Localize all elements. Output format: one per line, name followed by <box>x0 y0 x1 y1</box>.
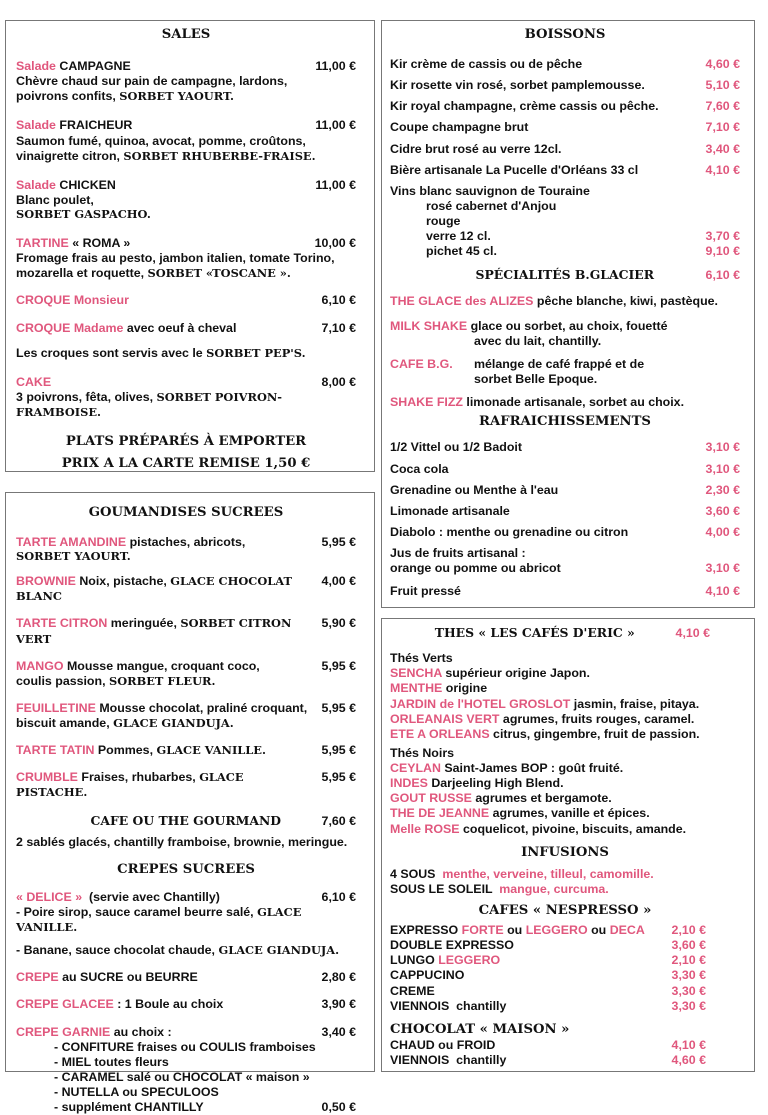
item-sorbet: SORBET FLEUR. <box>108 673 216 688</box>
drink-label: Cidre brut rosé au verre 12cl. <box>390 141 562 156</box>
drink-row <box>390 483 740 498</box>
croque-note <box>16 346 356 361</box>
item-name: FRAICHEUR <box>59 118 133 133</box>
tea-name: THE DE JEANNE <box>390 806 490 821</box>
tea-item <box>390 666 740 681</box>
cafe-row <box>390 923 706 938</box>
item-desc: Noix, pistache, <box>79 574 167 589</box>
cafe-price: 3,60 € <box>671 938 706 953</box>
tea-item <box>390 776 740 791</box>
tea-desc: agrumes, vanille et épices. <box>492 806 650 821</box>
vins-block <box>390 184 740 260</box>
drink-row <box>390 99 740 114</box>
drink-price: 3,10 € <box>705 461 740 476</box>
cafe-label: CAPPUCINO <box>390 968 465 983</box>
item-price: 5,95 € <box>321 658 356 673</box>
drink-row <box>390 504 740 519</box>
drink-price: 7,10 € <box>705 120 740 135</box>
cafes-list <box>390 923 740 1014</box>
special-name: THE GLACE des ALIZES <box>390 293 534 308</box>
vins-label: rouge <box>426 214 461 229</box>
tea-desc: Darjeeling High Blend. <box>431 776 564 791</box>
drink-row <box>390 440 740 455</box>
thes-section <box>381 618 755 1072</box>
cafe-variant: LEGGERO <box>438 953 501 968</box>
item-name: FEUILLETINE <box>16 700 96 715</box>
item-desc: Fraises, rhubarbes, <box>81 770 196 785</box>
drink-label: Grenadine ou Menthe à l'eau <box>390 482 559 497</box>
tea-name: Melle ROSE <box>390 821 460 836</box>
drink-row <box>390 78 740 93</box>
item-desc: vinaigrette citron, <box>16 148 120 163</box>
item-price: 8,00 € <box>321 374 356 389</box>
item-price: 4,00 € <box>321 574 356 589</box>
cafe-row <box>390 1053 706 1068</box>
item-name: TARTE CITRON <box>16 616 108 631</box>
cafe-label: CREME <box>390 983 435 998</box>
drink-label: Coca cola <box>390 461 449 476</box>
item-price: 5,95 € <box>321 770 356 785</box>
cafe-label: DOUBLE EXPRESSO <box>390 938 514 953</box>
section-title: BOISSONS <box>524 27 606 42</box>
drink-price: 9,10 € <box>705 244 740 259</box>
takeaway-discount: PRIX A LA CARTE REMISE 1,50 € <box>61 456 311 472</box>
cafe-label: VIENNOIS <box>390 998 450 1013</box>
vins-size: pichet 45 cl. <box>426 244 497 259</box>
specialites-title: SPÉCIALITÉS B.GLACIER <box>475 267 655 283</box>
cafe-desc: chantilly <box>456 1053 507 1068</box>
drink-row <box>390 120 740 135</box>
thes-verts-list <box>390 666 740 742</box>
garnie-option: - NUTELLA ou SPECULOOS <box>54 1085 219 1100</box>
special-desc: glace ou sorbet, au choix, fouetté <box>470 318 668 333</box>
item-price: 11,00 € <box>315 177 356 192</box>
boissons-section <box>381 20 755 608</box>
menu-item <box>16 659 356 689</box>
sales-section <box>5 20 375 472</box>
cafe-connector: ou <box>591 923 607 938</box>
item-name: BROWNIE <box>16 574 76 589</box>
thes-noirs-label: Thés Noirs <box>390 745 455 760</box>
item-price: 2,80 € <box>321 970 356 985</box>
cafe-label: VIENNOIS <box>390 1053 450 1068</box>
item-sorbet: SORBET RHUBERBE-FRAISE. <box>123 148 316 163</box>
tea-name: CEYLAN <box>390 761 441 775</box>
infusion-desc: menthe, verveine, tilleul, camomille. <box>442 866 654 881</box>
item-price: 11,00 € <box>315 118 356 133</box>
item-price: 5,90 € <box>321 616 356 631</box>
item-glace: GLACE GIANDUJA. <box>113 716 234 730</box>
cafe-variant: DECA <box>609 923 645 938</box>
cafe-desc: chantilly <box>456 998 507 1013</box>
special-desc: mélange de café frappé et de <box>474 356 645 371</box>
item-desc: mozarella et roquette, <box>16 266 145 281</box>
menu-item <box>16 616 356 646</box>
special-desc: avec du lait, chantilly. <box>474 333 602 348</box>
tea-desc: agrumes et bergamote. <box>475 791 612 806</box>
garnie-option: - CONFITURE fraises ou COULIS framboises <box>54 1039 316 1054</box>
item-desc: biscuit amande, <box>16 716 110 730</box>
drink-row <box>390 525 740 540</box>
tea-item <box>390 712 740 727</box>
gourmandises-section <box>5 492 375 1115</box>
infusion-item <box>390 867 740 882</box>
item-type: Salade <box>16 118 56 133</box>
infusions-title: INFUSIONS <box>521 844 609 860</box>
drink-price: 4,10 € <box>705 584 740 599</box>
cafe-price: 4,10 € <box>671 1037 706 1052</box>
cafe-price: 3,30 € <box>671 998 706 1013</box>
tea-item <box>390 822 740 837</box>
item-name: CAKE <box>16 374 52 389</box>
drink-row <box>390 462 740 477</box>
item-name: CREPE GARNIE <box>16 1024 111 1039</box>
drink-price: 3,10 € <box>705 561 740 576</box>
drink-label: Kir crème de cassis ou de pêche <box>390 57 583 72</box>
tea-item <box>390 806 740 821</box>
drink-price: 3,60 € <box>705 503 740 518</box>
tea-item <box>390 761 740 776</box>
special-name: CAFE B.G. <box>390 356 453 371</box>
item-name: « DELICE » <box>16 889 83 904</box>
item-name: CREPE GLACEE <box>16 997 114 1012</box>
drink-label: Kir rosette vin rosé, sorbet pamplemousse. <box>390 78 645 93</box>
item-price: 10,00 € <box>314 236 356 250</box>
chocolat-title: CHOCOLAT « MAISON » <box>390 1021 570 1037</box>
rafraichissements-title: RAFRAICHISSEMENTS <box>479 414 651 430</box>
note-sorbet: SORBET PEP'S. <box>206 345 306 360</box>
item-glace: GLACE VANILLE. <box>16 904 302 935</box>
cafe-price: 4,60 € <box>671 1053 706 1068</box>
infusion-item <box>390 882 740 897</box>
garnie-option: - MIEL toutes fleurs <box>54 1054 169 1069</box>
cafe-variant: FORTE <box>461 923 504 938</box>
cafe-row <box>390 968 706 983</box>
special-desc: sorbet Belle Epoque. <box>474 372 598 387</box>
tea-desc: origine <box>445 681 488 696</box>
thes-price: 4,10 € <box>675 626 710 640</box>
cafe-row <box>390 984 706 999</box>
item-price: 5,95 € <box>321 700 356 715</box>
item-glace: SORBET CITRON VERT <box>16 616 292 646</box>
tea-name: GOUT RUSSE <box>390 791 472 806</box>
item-price: 6,10 € <box>321 889 356 904</box>
item-name: CAMPAGNE <box>59 59 131 74</box>
menu-item <box>16 293 356 308</box>
special-desc: pêche blanche, kiwi, pastèque. <box>536 293 718 308</box>
item-price: 7,60 € <box>321 813 356 828</box>
cafe-price: 2,10 € <box>671 923 706 938</box>
item-name: TARTE TATIN <box>16 743 95 758</box>
item-desc: Fromage frais au pesto, jambon italien, tomate Torino, <box>16 251 335 266</box>
menu-item <box>16 770 356 800</box>
drink-row <box>390 584 740 599</box>
item-sorbet: SORBET POIVRON-FRAMBOISE. <box>16 389 283 419</box>
crepes-title: CREPES SUCREES <box>117 861 255 877</box>
tea-desc: Saint-James BOP : goût fruité. <box>444 761 624 775</box>
item-name: CROQUE Madame <box>16 320 124 335</box>
item-sorbet: SORBET «TOSCANE ». <box>147 266 291 281</box>
thes-header <box>390 625 740 641</box>
item-desc: Chèvre chaud sur pain de campagne, lardons, <box>16 74 288 89</box>
item-desc: avec oeuf à cheval <box>126 320 237 335</box>
item-glace: GLACE VANILLE. <box>156 743 266 758</box>
item-type: Salade <box>16 59 56 74</box>
section-title: GOUMANDISES SUCREES <box>88 505 284 520</box>
drink-price: 3,10 € <box>705 440 740 455</box>
special-item <box>390 357 740 387</box>
drink-price: 4,60 € <box>705 57 740 72</box>
tea-name: ETE A ORLEANS <box>390 726 490 741</box>
cafe-variant: LEGGERO <box>525 923 588 938</box>
item-desc: au choix : <box>113 1024 172 1039</box>
menu-item <box>16 321 356 336</box>
cafe-row <box>390 953 706 968</box>
cafe-row <box>390 938 706 953</box>
item-desc: poivrons confits, <box>16 89 116 104</box>
tea-item <box>390 697 740 712</box>
drink-label: Diabolo : menthe ou grenadine ou citron <box>390 524 629 539</box>
tea-desc: supérieur origine Japon. <box>445 666 590 681</box>
drink-row <box>390 57 740 72</box>
drink-label: 1/2 Vittel ou 1/2 Badoit <box>390 440 522 455</box>
tea-item <box>390 681 740 696</box>
section-title: THES « LES CAFÉS D'ERIC » <box>434 625 635 640</box>
item-price: 6,10 € <box>321 293 356 308</box>
cafe-label: LUNGO <box>390 953 435 968</box>
special-name: MILK SHAKE <box>390 318 468 333</box>
item-desc: Saumon fumé, quinoa, avocat, pomme, croûtons, <box>16 133 306 148</box>
gourmand-header <box>16 813 356 829</box>
drink-label: Fruit pressé <box>390 584 461 599</box>
item-price: 3,90 € <box>321 997 356 1012</box>
drink-label: Coupe champagne brut <box>390 120 529 135</box>
item-name: CHICKEN <box>59 177 116 192</box>
item-desc: coulis passion, <box>16 673 106 688</box>
cafe-label: EXPRESSO <box>390 923 459 938</box>
tea-name: ORLEANAIS VERT <box>390 711 500 726</box>
item-type: Salade <box>16 177 56 192</box>
rafr-list <box>390 440 740 540</box>
item-name: MANGO <box>16 658 64 673</box>
specialites-header <box>390 267 740 283</box>
drink-price: 3,40 € <box>705 141 740 156</box>
item-price: 0,50 € <box>321 1100 356 1115</box>
tea-desc: agrumes, fruits rouges, caramel. <box>502 711 695 726</box>
cafe-row <box>390 1038 706 1053</box>
cafe-price: 3,30 € <box>671 983 706 998</box>
tea-name: MENTHE <box>390 681 443 696</box>
item-price: 7,10 € <box>321 320 356 335</box>
item-desc: - Banane, sauce chocolat chaude, <box>16 943 216 958</box>
drinks-list <box>390 57 740 178</box>
gourmand-desc: 2 sablés glacés, chantilly framboise, brownie, meringue. <box>16 834 348 849</box>
item-desc: Mousse mangue, croquant coco, <box>66 658 260 673</box>
menu-item <box>16 178 356 222</box>
item-type: TARTINE <box>16 236 69 250</box>
menu-item <box>16 890 356 959</box>
infusion-name: 4 SOUS <box>390 866 436 881</box>
menu-item <box>16 375 356 420</box>
item-name: TARTE AMANDINE <box>16 535 127 550</box>
menu-item <box>16 970 356 985</box>
item-sorbet: SORBET GASPACHO. <box>16 207 151 222</box>
section-title: SALES <box>161 27 211 42</box>
item-glace: GLACE PISTACHE. <box>16 770 244 800</box>
item-sorbet: SORBET YAOURT. <box>16 549 131 564</box>
special-item <box>390 395 740 410</box>
drink-price: 3,70 € <box>705 229 740 244</box>
special-item <box>390 319 740 349</box>
drink-price: 5,10 € <box>705 78 740 93</box>
drink-label: Limonade artisanale <box>390 503 510 518</box>
item-desc: : 1 Boule au choix <box>117 997 224 1012</box>
item-desc: - Poire sirop, sauce caramel beurre salé, <box>16 904 254 919</box>
menu-item <box>16 701 356 731</box>
menu-item <box>16 118 356 163</box>
cafes-title: CAFES « NESPRESSO » <box>478 902 652 918</box>
tea-name: INDES <box>390 776 428 791</box>
item-desc: au SUCRE ou BEURRE <box>62 970 198 985</box>
drink-price: 2,30 € <box>705 482 740 497</box>
special-desc: limonade artisanale, sorbet au choix. <box>466 395 685 410</box>
vins-label: rosé cabernet d'Anjou <box>426 198 557 213</box>
item-glace: GLACE GIANDUJA. <box>218 943 340 958</box>
thes-noirs-list <box>390 761 740 837</box>
drink-label: Bière artisanale La Pucelle d'Orléans 33 cl <box>390 162 639 177</box>
menu-item <box>16 574 356 604</box>
item-name: CRUMBLE <box>16 770 78 785</box>
cafe-connector: ou <box>507 923 523 938</box>
special-item <box>390 294 740 309</box>
infusion-desc: mangue, curcuma. <box>499 881 609 896</box>
item-desc: meringuée, <box>110 616 177 631</box>
special-name: SHAKE FIZZ <box>390 395 463 410</box>
vins-size: verre 12 cl. <box>426 229 491 244</box>
menu-item <box>16 236 356 281</box>
drink-label: Jus de fruits artisanal : <box>390 546 526 561</box>
item-name: CROQUE Monsieur <box>16 293 129 308</box>
drink-price: 4,00 € <box>705 524 740 539</box>
item-desc: Pommes, <box>97 743 154 758</box>
tea-desc: coquelicot, pivoine, biscuits, amande. <box>463 821 687 836</box>
cafe-price: 3,30 € <box>671 968 706 983</box>
takeaway-title: PLATS PRÉPARÉS À EMPORTER <box>65 434 307 450</box>
gourmand-title: CAFE OU THE GOURMAND <box>90 812 282 828</box>
jus-block <box>390 546 740 576</box>
item-desc: (servie avec Chantilly) <box>89 889 220 904</box>
drink-label: orange ou pomme ou abricot <box>390 561 561 576</box>
item-price: 11,00 € <box>315 59 356 74</box>
item-desc: pistaches, abricots, <box>129 535 246 550</box>
item-desc: 3 poivrons, fêta, olives, <box>16 389 154 404</box>
cafe-label: CHAUD ou FROID <box>390 1037 496 1052</box>
drink-price: 4,10 € <box>705 162 740 177</box>
garnie-option: - CARAMEL salé ou CHOCOLAT « maison » <box>54 1069 310 1084</box>
cafe-row <box>390 999 706 1014</box>
drink-row <box>390 163 740 178</box>
item-name: « ROMA » <box>72 236 131 250</box>
tea-name: SENCHA <box>390 666 442 681</box>
chocolat-list <box>390 1038 740 1068</box>
menu-item <box>16 1025 356 1115</box>
item-desc: Blanc poulet, <box>16 192 94 207</box>
item-price: 5,95 € <box>321 743 356 758</box>
menu-item <box>16 743 356 758</box>
menu-item <box>16 997 356 1012</box>
cafe-price: 2,10 € <box>671 953 706 968</box>
tea-desc: citrus, gingembre, fruit de passion. <box>493 726 700 741</box>
item-price: 5,95 € <box>321 535 356 550</box>
drink-row <box>390 142 740 157</box>
vins-label: Vins blanc sauvignon de Touraine <box>390 183 590 198</box>
drink-price: 7,60 € <box>705 99 740 114</box>
garnie-option: - supplément CHANTILLY <box>54 1100 204 1115</box>
item-glace: GLACE CHOCOLAT BLANC <box>16 574 292 604</box>
infusion-name: SOUS LE SOLEIL <box>390 881 493 896</box>
drink-label: Kir royal champagne, crème cassis ou pêche. <box>390 99 659 114</box>
item-desc: Mousse chocolat, praliné croquant, <box>99 700 308 715</box>
item-sorbet: SORBET YAOURT. <box>119 89 234 104</box>
drink-price: 6,10 € <box>705 268 740 283</box>
item-price: 3,40 € <box>321 1024 356 1039</box>
tea-item <box>390 791 740 806</box>
tea-name: JARDIN de l'HOTEL GROSLOT <box>390 696 571 711</box>
tea-item <box>390 727 740 742</box>
menu-item <box>16 59 356 104</box>
item-name: CREPE <box>16 970 59 985</box>
tea-desc: jasmin, fraise, pitaya. <box>573 696 700 711</box>
menu-item <box>16 535 356 564</box>
note-text: Les croques sont servis avec le <box>16 345 203 360</box>
thes-verts-label: Thés Verts <box>390 651 453 666</box>
